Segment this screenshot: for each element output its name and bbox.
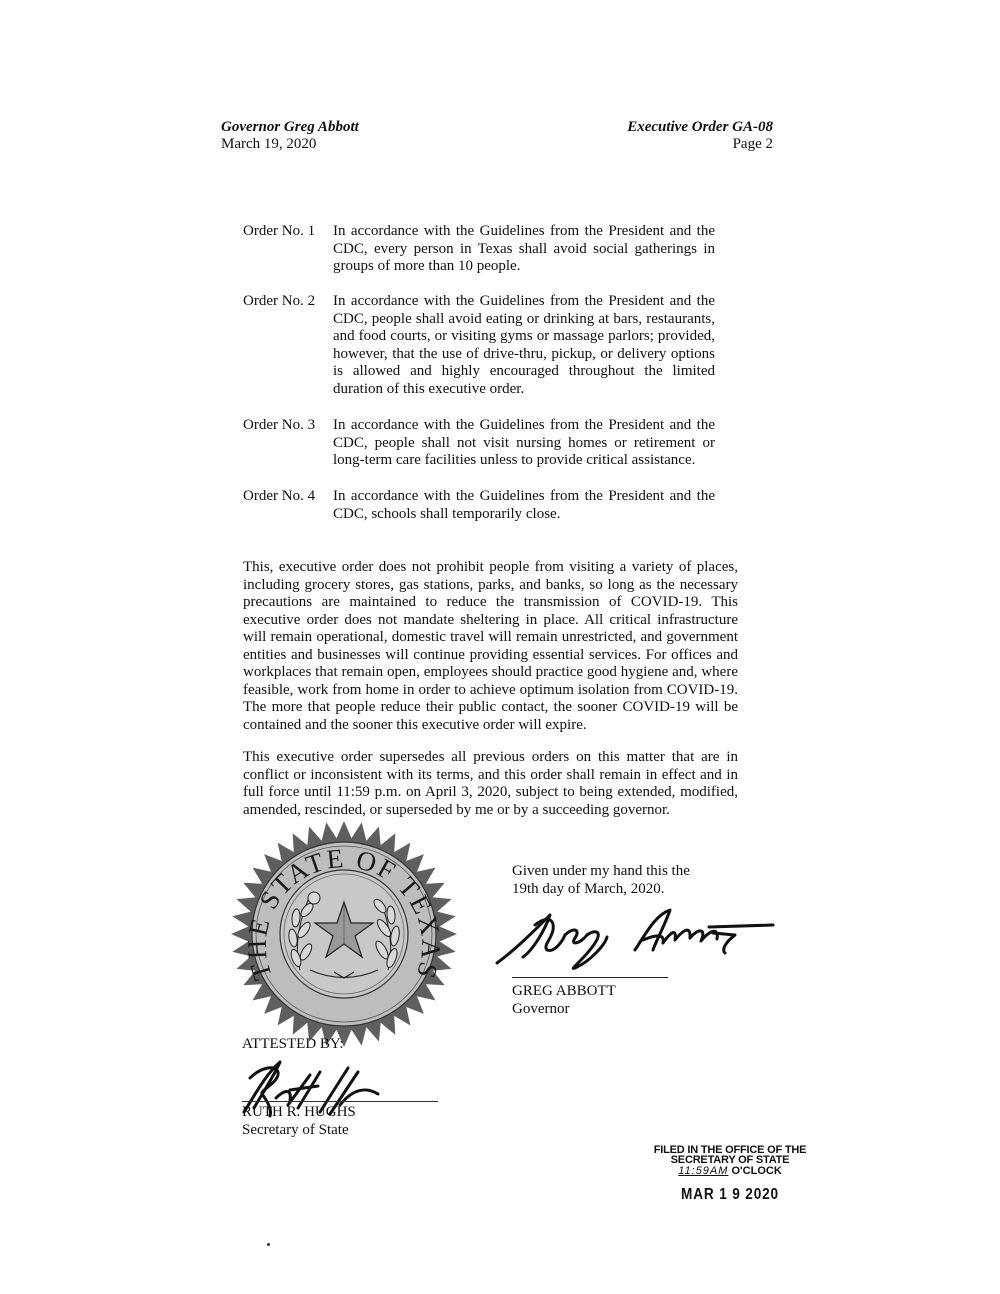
order-text: In accordance with the Guidelines from the President and the CDC, people shall not visit nursing homes or retirement or long-term care facilities unless to provide critical assistance.: [333, 417, 715, 468]
order-label: Order No. 4: [243, 488, 316, 504]
header-right: [560, 119, 773, 153]
order-item: [243, 223, 715, 276]
secretary-title: Secretary of State: [242, 1121, 349, 1138]
stamp-line-2: SECRETARY OF STATE: [670, 1154, 790, 1166]
stamp-line-3: [640, 1165, 820, 1177]
order-text: In accordance with the Guidelines from the President and the CDC, people shall avoid eating or drinking at bars, restaurants, and food courts, or visiting gyms or massage parlors; provided, however, that the use of drive-thru, pickup, or delivery options is allowed and highly encouraged throughout the limited duration of this executive order.: [333, 293, 715, 397]
stamp-line-1: FILED IN THE OFFICE OF THE: [653, 1144, 807, 1156]
order-item: [243, 293, 715, 398]
texas-state-seal: [230, 820, 458, 1048]
header-document-title: Executive Order GA-08: [627, 119, 773, 135]
order-label: Order No. 2: [243, 293, 316, 309]
header-page-number: Page 2: [732, 136, 773, 152]
seal-text: THE STATE OF TEXAS: [241, 842, 447, 984]
governor-name-block: [512, 983, 616, 1018]
secretary-name-block: [242, 1104, 356, 1139]
given-line-2: 19th day of March, 2020.: [512, 880, 665, 897]
given-line-1: Given under my hand this the: [512, 863, 690, 879]
secretary-signature-line: [242, 1101, 438, 1102]
order-text: In accordance with the Guidelines from the President and the CDC, every person in Texas shall avoid social gatherings in groups of more than 10 people.: [333, 223, 715, 274]
order-label: Order No. 1: [243, 223, 316, 239]
stamp-time: 11:59AM: [678, 1165, 729, 1177]
order-label: Order No. 3: [243, 417, 316, 433]
given-statement: [512, 863, 690, 898]
body-paragraph: This, executive order does not prohibit people from visiting a variety of places, including grocery stores, gas stations, parks, and banks, so long as the necessary precautions are maintained to reduce the transmission of COVID-19. This executive order does not mandate sheltering in place. All critical infrastructure will remain operational, domestic travel will remain unrestricted, and government entities and businesses will continue providing essential services. For offices and workplaces that remain open, employees should practice good hygiene and, where feasible, work from home in order to achieve optimum isolation from COVID-19. The more that people reduce their public contact, the sooner COVID-19 will be contained and the sooner this executive order will expire.: [243, 559, 738, 733]
governor-title: Governor: [512, 1000, 570, 1017]
order-text: In accordance with the Guidelines from the President and the CDC, schools shall temporarily close.: [333, 488, 715, 522]
filing-stamp: [640, 1145, 820, 1205]
stamp-date: MAR 1 9 2020: [681, 1186, 779, 1203]
header-left: [221, 119, 359, 153]
stamp-oclock: O'CLOCK: [731, 1165, 782, 1177]
governor-signature: [495, 905, 775, 975]
order-item: [243, 488, 715, 523]
header-date: March 19, 2020: [221, 136, 317, 152]
governor-name: GREG ABBOTT: [512, 983, 616, 999]
body-paragraph: This executive order supersedes all previous orders on this matter that are in conflict or inconsistent with its terms, and this order shall remain in effect and in full force until 11:59 p.m. on April 3, 2020, subject to being extended, modified, amended, rescinded, or superseded by me or by a succeeding governor.: [243, 749, 738, 818]
governor-signature-line: [512, 977, 668, 978]
secretary-name: RUTH R. HUGHS: [242, 1104, 356, 1120]
header-author: Governor Greg Abbott: [221, 119, 359, 135]
scan-speck: [267, 1243, 270, 1246]
attested-by-label: ATTESTED BY:: [242, 1036, 344, 1052]
order-item: [243, 417, 715, 470]
